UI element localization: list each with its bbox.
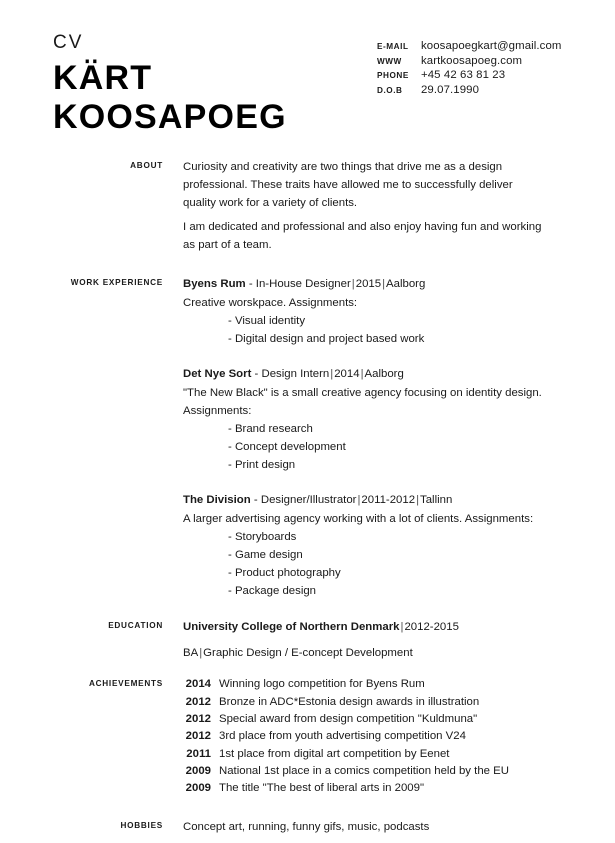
contact-label-phone: PHONE [377,71,409,80]
education-field: Graphic Design / E-concept Development [203,647,413,660]
job-description: A larger advertising agency working with a lot of clients. Assignments: [183,513,534,526]
achievement-description: Special award from design competition "Kuldmuna" [219,713,478,726]
about-paragraph: I am dedicated and professional and also enjoy having fun and working as part of a team. [183,221,542,252]
job-years: 2014 [334,368,360,381]
job-separator: | [360,368,364,381]
contact-label-dob: D.O.B [377,85,403,95]
job-bullet: - Brand research [228,423,313,436]
job-bullet: - Product photography [228,567,341,580]
achievement-description: National 1st place in a comics competition held by the EU [219,765,509,777]
job-dash: - [250,494,261,507]
section-label-education: EDUCATION [108,621,163,631]
contact-value-www[interactable]: kartkoosapoeg.com [421,54,523,67]
contact-value-phone[interactable]: +45 42 63 81 23 [421,69,506,81]
job-role: Design Intern [261,368,330,381]
job-bullets [183,420,545,474]
job-title-line [183,365,545,383]
section-label-achievements: ACHIEVEMENTS [88,679,163,689]
achievement-description: Winning logo competition for Byens Rum [219,678,425,691]
job-role: In-House Designer [255,278,351,291]
job-separator: | [357,494,361,507]
job-location: Tallinn [420,494,453,507]
achievement-description: Bronze in ADC*Estonia design awards in illustration [219,695,480,708]
contact-label-www: WWW [377,56,402,66]
achievement-year: 2009 [185,782,211,795]
contact-row-www [377,55,562,67]
first-name: KÄRT [53,59,153,97]
job-title-line [183,275,545,293]
job-entry [183,275,545,348]
job-description: "The New Black" is a small creative agency focusing on identity design. Assignments: [183,387,542,418]
section-about [0,158,615,254]
about-paragraph: Curiosity and creativity are two things that drive me as a design professional. These traits have allowed me to successfully deliver quality work for a variety of clients. [183,161,513,210]
job-bullet: - Digital design and project based work [228,333,425,346]
job-bullets [183,528,545,600]
achievement-row [183,676,545,693]
achievement-description: 3rd place from youth advertising competition V24 [219,730,466,743]
education-institution-line [183,618,545,636]
job-dash: - [251,368,262,381]
job-separator: | [382,278,386,291]
section-label-work-experience: WORK EXPERIENCE [70,278,163,288]
contact-label-email: E-MAIL [377,42,409,51]
contact-details [377,40,562,98]
section-content-education [183,618,545,662]
achievement-row [183,728,545,745]
job-separator: | [330,368,334,381]
job-entry [183,491,545,600]
job-years: 2015 [355,278,382,291]
section-work-experience [0,275,615,600]
achievement-description: The title "The best of liberal arts in 2009" [219,782,424,795]
section-education [0,618,615,662]
job-dash: - [245,278,256,291]
last-name: KOOSAPOEG [53,98,287,137]
job-bullet: - Concept development [228,441,346,454]
job-bullet: - Visual identity [228,315,306,328]
achievement-row [183,780,545,797]
job-bullet: - Print design [228,459,296,472]
section-content-hobbies: Concept art, running, funny gifs, music, podcasts [183,820,430,833]
section-content-about [183,158,545,254]
job-bullets [183,312,545,348]
job-bullet: - Storyboards [228,531,297,544]
resume-header [0,0,615,148]
achievement-year: 2012 [185,713,211,726]
achievement-row [183,694,545,711]
contact-row-email [377,40,562,52]
job-bullet: - Package design [228,585,317,598]
section-label-hobbies: HOBBIES [120,820,163,830]
achievement-year: 2012 [185,695,211,708]
job-company: Byens Rum [183,278,246,291]
contact-value-dob: 29.07.1990 [421,83,480,96]
achievement-row [183,711,545,728]
contact-row-phone [377,69,562,81]
job-entry [183,365,545,474]
job-role: Designer/Illustrator [260,494,357,507]
job-location: Aalborg [364,368,404,381]
education-institution: University College of Northern Denmark [183,621,400,634]
achievement-year: 2012 [185,730,211,743]
resume-body [0,158,615,836]
job-description: Creative worskpace. Assignments: [183,297,358,310]
job-separator: | [351,278,355,291]
section-achievements [0,676,615,797]
achievement-row [183,763,545,780]
name-block [53,33,287,138]
education-separator: | [400,621,404,634]
contact-value-email[interactable]: koosapoegkart@gmail.com [421,40,562,52]
contact-row-dob [377,84,562,96]
education-degree-line [183,644,545,662]
education-degree: BA [183,647,199,660]
section-content-achievements [183,676,545,797]
achievement-description: 1st place from digital art competition by Eenet [219,747,450,760]
job-separator: | [416,494,420,507]
section-hobbies [0,818,615,836]
job-company: Det Nye Sort [183,368,252,381]
section-label-about: ABOUT [130,161,163,170]
achievement-row [183,746,545,763]
education-years: 2012-2015 [404,621,459,634]
achievement-year: 2011 [186,747,211,760]
job-title-line [183,491,545,509]
education-separator: | [199,647,203,660]
section-content-work-experience [183,275,545,600]
job-bullet: - Game design [228,549,303,562]
job-location: Aalborg [386,278,426,291]
job-years: 2011-2012 [361,494,416,507]
cv-label: CV [53,32,84,53]
job-company: The Division [183,494,251,507]
achievement-year: 2009 [185,765,211,777]
achievement-year: 2014 [185,678,211,691]
